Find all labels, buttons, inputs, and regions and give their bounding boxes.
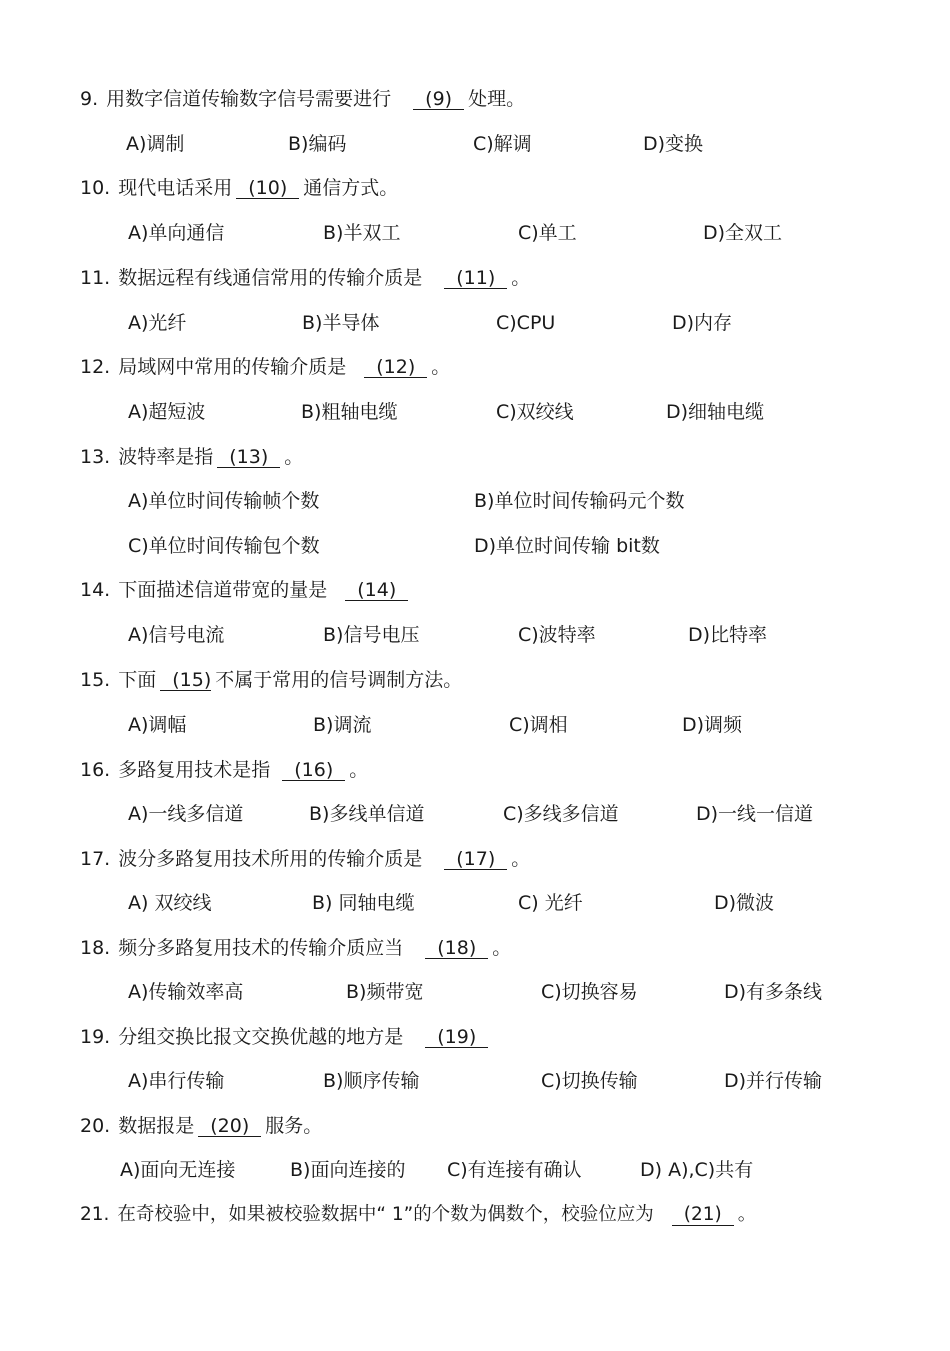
- question-21: 21. 在奇校验中，如果被校验数据中“ 1”的个数为偶数个，校验位应为 (21) 。: [80, 1204, 757, 1225]
- option-a: A) 双绞线: [128, 892, 212, 914]
- option-b: B) 同轴电缆: [312, 892, 415, 914]
- option-b: B)粗轴电缆: [301, 401, 398, 423]
- answer-blank: (13): [217, 447, 280, 468]
- answer-blank: (20): [198, 1116, 261, 1137]
- answer-blank: (10): [236, 178, 299, 199]
- option-d: D)全双工: [703, 222, 783, 244]
- option-b: B)半导体: [302, 312, 380, 334]
- option-b: B)面向连接的: [290, 1159, 406, 1181]
- option-a: A)串行传输: [128, 1070, 225, 1092]
- option-d: D)并行传输: [724, 1070, 823, 1092]
- option-b: B)编码: [288, 133, 347, 155]
- answer-blank: (19): [425, 1027, 488, 1048]
- option-d: D)单位时间传输 bit数: [474, 535, 660, 557]
- question-9: 9. 用数字信道传输数字信号需要进行 (9) 处理。: [80, 88, 526, 110]
- question-11: 11. 数据远程有线通信常用的传输介质是 (11) 。: [80, 267, 531, 289]
- option-c: C)CPU: [496, 312, 556, 334]
- option-d: D)微波: [714, 892, 775, 914]
- option-c: C)双绞线: [496, 401, 574, 423]
- option-b: B)多线单信道: [309, 803, 425, 825]
- question-12: 12. 局域网中常用的传输介质是 (12) 。: [80, 356, 451, 378]
- option-c: C) 光纤: [518, 892, 583, 914]
- answer-blank: (17): [444, 849, 507, 870]
- question-15: 15. 下面 (15) 不属于常用的信号调制方法。: [80, 669, 463, 691]
- question-13: 13. 波特率是指 (13) 。: [80, 446, 304, 468]
- question-14: 14. 下面描述信道带宽的量是 (14): [80, 578, 412, 602]
- option-c: C)调相: [509, 714, 568, 736]
- question-16: 16. 多路复用技术是指 (16) 。: [80, 759, 369, 781]
- option-a: A)光纤: [128, 312, 187, 334]
- option-d: D)内存: [672, 312, 733, 334]
- answer-blank: (14): [345, 580, 408, 601]
- option-a: A)单向通信: [128, 222, 225, 244]
- option-c: C)单位时间传输包个数: [128, 535, 320, 557]
- question-17: 17. 波分多路复用技术所用的传输介质是 (17) 。: [80, 848, 531, 870]
- option-a: A)信号电流: [128, 624, 225, 646]
- option-a: A)调制: [126, 133, 185, 155]
- option-d: D) A),C)共有: [640, 1159, 754, 1181]
- option-c: C)解调: [473, 133, 532, 155]
- question-18: 18. 频分多路复用技术的传输介质应当 (18) 。: [80, 937, 512, 959]
- option-c: C)有连接有确认: [447, 1159, 582, 1181]
- option-d: D)一线一信道: [696, 803, 814, 825]
- option-a: A)面向无连接: [120, 1159, 236, 1181]
- answer-blank: (9): [413, 89, 464, 110]
- option-b: B)顺序传输: [323, 1070, 420, 1092]
- option-d: D)调频: [682, 714, 743, 736]
- option-b: B)单位时间传输码元个数: [474, 490, 685, 512]
- option-b: B)信号电压: [323, 624, 420, 646]
- option-d: D)变换: [643, 133, 704, 155]
- option-a: A)单位时间传输帧个数: [128, 490, 320, 512]
- question-20: 20. 数据报是 (20) 服务。: [80, 1115, 323, 1137]
- option-a: A)传输效率高: [128, 981, 244, 1003]
- option-c: C)波特率: [518, 624, 596, 646]
- answer-blank: (18): [425, 938, 488, 959]
- question-19: 19. 分组交换比报文交换优越的地方是 (19): [80, 1025, 492, 1049]
- option-a: A)一线多信道: [128, 803, 244, 825]
- option-b: B)频带宽: [346, 981, 424, 1003]
- answer-blank: (12): [364, 357, 427, 378]
- option-d: D)比特率: [688, 624, 768, 646]
- answer-blank: (16): [282, 760, 345, 781]
- option-a: A)超短波: [128, 401, 206, 423]
- option-c: C)多线多信道: [503, 803, 619, 825]
- answer-blank: (21): [672, 1205, 734, 1226]
- option-b: B)半双工: [323, 222, 401, 244]
- question-10: 10. 现代电话采用 (10) 通信方式。: [80, 177, 399, 199]
- option-d: D)有多条线: [724, 981, 823, 1003]
- option-d: D)细轴电缆: [666, 401, 765, 423]
- option-b: B)调流: [313, 714, 372, 736]
- answer-blank: (15): [160, 670, 211, 691]
- option-c: C)切换传输: [541, 1070, 638, 1092]
- option-a: A)调幅: [128, 714, 187, 736]
- option-c: C)切换容易: [541, 981, 638, 1003]
- option-c: C)单工: [518, 222, 577, 244]
- answer-blank: (11): [444, 268, 507, 289]
